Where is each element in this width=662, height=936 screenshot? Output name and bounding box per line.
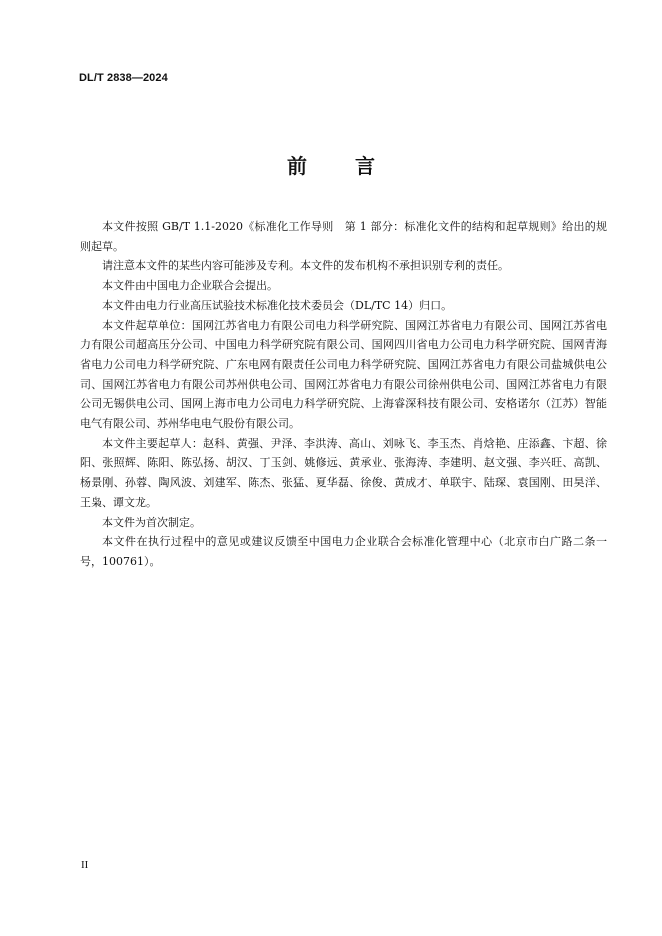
paragraph-feedback: 本文件在执行过程中的意见或建议反馈至中国电力企业联合会标准化管理中心（北京市白广路二条一号，100761）。 <box>80 535 607 568</box>
paragraph-drafting-rules: 本文件按照 GB/T 1.1-2020《标准化工作导则 第 1 部分：标准化文件的结构和起草规则》给出的规则起草。 <box>80 220 607 253</box>
standard-code-header: DL/T 2838—2024 <box>79 72 168 84</box>
paragraph-proposer: 本文件由中国电力企业联合会提出。 <box>102 279 278 293</box>
paragraph-drafting-units: 本文件起草单位：国网江苏省电力有限公司电力科学研究院、国网江苏省电力有限公司、国网江苏省电力有限公司超高压分公司、中国电力科学研究院有限公司、国网四川省电力公司电力科学研究院、国网青海省电力公司电力科学研究院、广东电网有限责任公司电力科学研究院、国网江苏省电力有限公司盐城供电公司、国网江苏省电力有限公司苏州供电公司、国网江苏省电力有限公司徐州供电公司、国网江苏省电力有限公司无锡供电公司、国网上海市电力公司电力科学研究院、上海睿深科技有限公司、安格诺尔（江苏）智能电气有限公司、苏州华电电气股份有限公司。 <box>80 318 607 431</box>
paragraph-drafters: 本文件主要起草人：赵科、黄强、尹泽、李洪涛、高山、刘咏飞、李玉杰、肖焓艳、庄添鑫、卞超、徐阳、张照辉、陈阳、陈弘扬、胡汉、丁玉剑、姚修远、黄承业、张海涛、李建明、赵文强、李兴旺、高凯、杨景刚、孙蓉、陶风波、刘建军、陈杰、张猛、夏华磊、徐俊、黄成才、单联宇、陆琛、袁国刚、田昊洋、王枭、谭文龙。 <box>80 436 607 509</box>
foreword-body <box>80 217 607 572</box>
paragraph-committee: 本文件由电力行业高压试验技术标准化技术委员会（DL/TC 14）归口。 <box>102 298 453 312</box>
paragraph-first-edition: 本文件为首次制定。 <box>102 515 201 529</box>
paragraph-patent-notice: 请注意本文件的某些内容可能涉及专利。本文件的发布机构不承担识别专利的责任。 <box>102 259 509 273</box>
page-number: II <box>81 859 89 871</box>
page-title: 前 言 <box>287 154 389 178</box>
